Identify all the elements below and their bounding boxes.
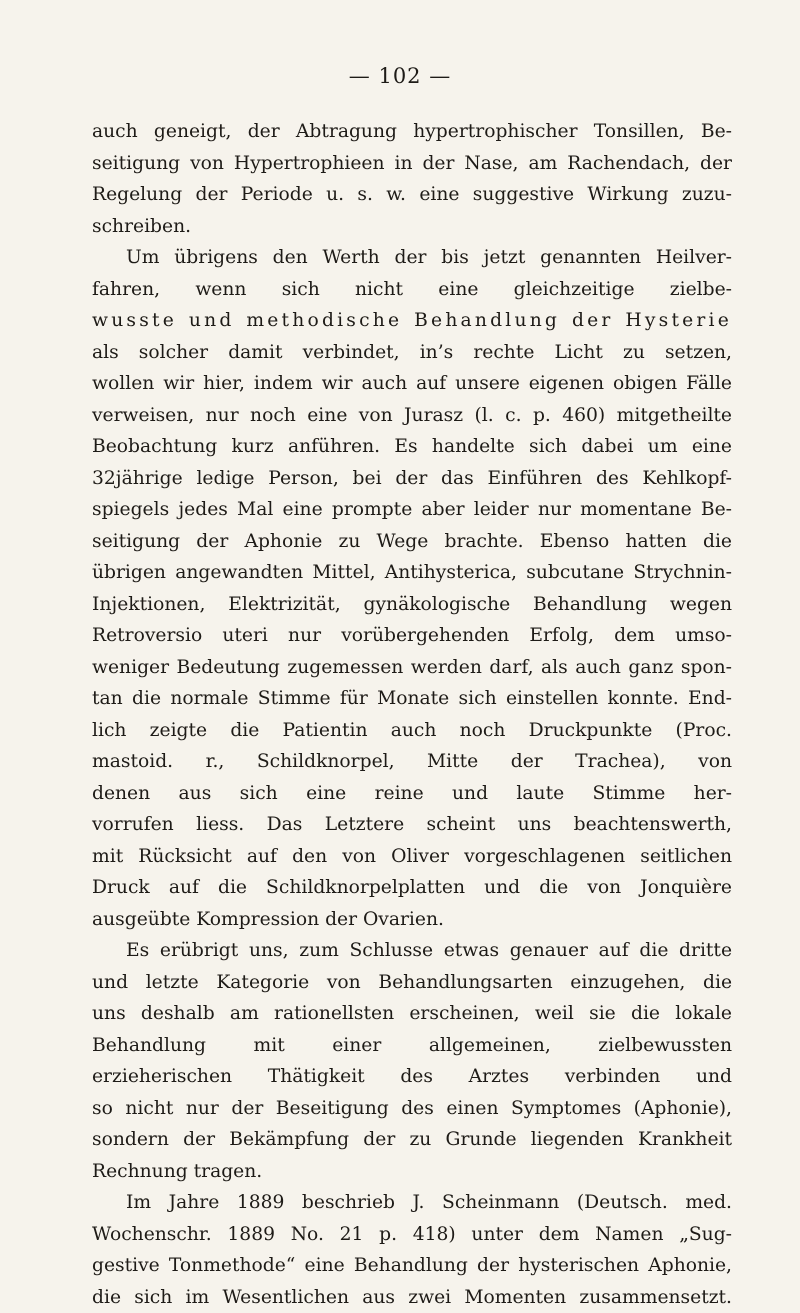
text-line: auch geneigt, der Abtragung hypertrophischer Tonsillen, Be- <box>92 116 732 148</box>
text-line: ausgeübte Kompression der Ovarien. <box>92 904 732 936</box>
text-line: übrigen angewandten Mittel, Antihysterica, subcutane Strychnin- <box>92 557 732 589</box>
text-line: Rechnung tragen. <box>92 1156 732 1188</box>
text-line: mastoid. r., Schildknorpel, Mitte der Trachea), von <box>92 746 732 778</box>
text-line: spiegels jedes Mal eine prompte aber leider nur momentane Be- <box>92 494 732 526</box>
text-line: Beobachtung kurz anführen. Es handelte sich dabei um eine <box>92 431 732 463</box>
text-line: gestive Tonmethode“ eine Behandlung der hysterischen Aphonie, <box>92 1250 732 1282</box>
text-line: seitigung von Hypertrophieen in der Nase, am Rachendach, der <box>92 148 732 180</box>
text-line: Retroversio uteri nur vorübergehenden Erfolg, dem umso- <box>92 620 732 652</box>
text-line: wusste und methodische Behandlung der Hysterie <box>92 305 732 337</box>
text-line: Wochenschr. 1889 No. 21 p. 418) unter dem Namen „Sug- <box>92 1219 732 1251</box>
text-line: sondern der Bekämpfung der zu Grunde liegenden Krankheit <box>92 1124 732 1156</box>
text-line: tan die normale Stimme für Monate sich einstellen konnte. End- <box>92 683 732 715</box>
text-line: weniger Bedeutung zugemessen werden darf, als auch ganz spon- <box>92 652 732 684</box>
text-line: Injektionen, Elektrizität, gynäkologische Behandlung wegen <box>92 589 732 621</box>
text-line: lich zeigte die Patientin auch noch Druckpunkte (Proc. <box>92 715 732 747</box>
text-line: als solcher damit verbindet, in’s rechte Licht zu setzen, <box>92 337 732 369</box>
text-line: Regelung der Periode u. s. w. eine suggestive Wirkung zuzu- <box>92 179 732 211</box>
text-line: mit Rücksicht auf den von Oliver vorgeschlagenen seitlichen <box>92 841 732 873</box>
text-line: fahren, wenn sich nicht eine gleichzeitige zielbe- <box>92 274 732 306</box>
text-line: Im Jahre 1889 beschrieb J. Scheinmann (Deutsch. med. <box>92 1187 732 1219</box>
text-line: wollen wir hier, indem wir auch auf unsere eigenen obigen Fälle <box>92 368 732 400</box>
text-line: so nicht nur der Beseitigung des einen Symptomes (Aphonie), <box>92 1093 732 1125</box>
text-line: Es erübrigt uns, zum Schlusse etwas genauer auf die dritte <box>92 935 732 967</box>
text-line: die sich im Wesentlichen aus zwei Momenten zusammensetzt. <box>92 1282 732 1313</box>
text-line: seitigung der Aphonie zu Wege brachte. Ebenso hatten die <box>92 526 732 558</box>
text-line: erzieherischen Thätigkeit des Arztes verbinden und <box>92 1061 732 1093</box>
text-line: Um übrigens den Werth der bis jetzt genannten Heilver- <box>92 242 732 274</box>
text-line: Behandlung mit einer allgemeinen, zielbewussten <box>92 1030 732 1062</box>
text-line: 32jährige ledige Person, bei der das Einführen des Kehlkopf- <box>92 463 732 495</box>
text-line: denen aus sich eine reine und laute Stimme her- <box>92 778 732 810</box>
text-line: Druck auf die Schildknorpelplatten und die von Jonquière <box>92 872 732 904</box>
text-line: schreiben. <box>92 211 732 243</box>
text-line: verweisen, nur noch eine von Jurasz (l. c. p. 460) mitgetheilte <box>92 400 732 432</box>
text-line: uns deshalb am rationellsten erscheinen, weil sie die lokale <box>92 998 732 1030</box>
page-number: — 102 — <box>0 64 800 88</box>
body-text <box>92 116 732 1313</box>
text-line: und letzte Kategorie von Behandlungsarten einzugehen, die <box>92 967 732 999</box>
text-line: vorrufen liess. Das Letztere scheint uns beachtenswerth, <box>92 809 732 841</box>
